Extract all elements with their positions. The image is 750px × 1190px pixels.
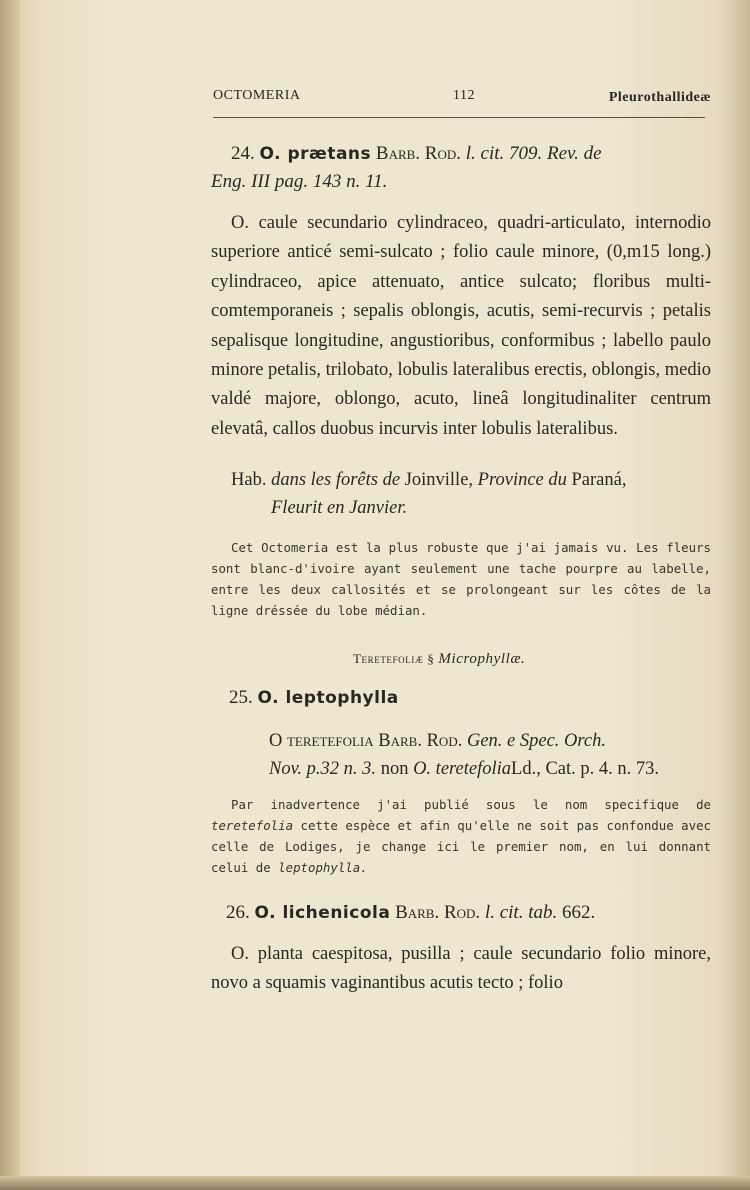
note-text-2: cette espèce et afin qu'elle ne soit pas confondue avec celle de Lodiges, je change ici le premier nom, en lui donnant celui de: [211, 818, 711, 875]
note-term-2: leptophylla.: [278, 860, 368, 875]
entry-number: 24.: [231, 143, 255, 164]
entry-26-heading: [211, 899, 711, 927]
synonym-other: O. teretefolia: [413, 759, 512, 779]
entry-24-habitat: [231, 466, 750, 522]
synonym-reference: Gen. e Spec. Orch.: [466, 731, 606, 751]
habitat-text-2: Province du: [477, 470, 567, 490]
section-heading: [353, 651, 525, 668]
synonym-non: non: [380, 759, 409, 779]
page-number: 112: [453, 88, 475, 103]
running-head: [213, 88, 711, 108]
species-name: O. lichenicola: [254, 903, 391, 923]
entry-24-note: Cet Octomeria est la plus robuste que j'ai jamais vu. Les fleurs sont blanc-d'ivoire ayant seulement une tache pourpre au labelle, entre les deux callosités et se prolongeant sur les côtes de la ligne dréssée du lobe médian.: [211, 540, 711, 618]
entry-25-note: [211, 794, 711, 878]
author: Barb. Rod.: [395, 902, 481, 923]
page-bottom-edge: [0, 1176, 750, 1190]
species-name: O. prætans: [259, 144, 372, 164]
synonym-prefix: O teretefolia: [269, 731, 374, 751]
page-gutter: [0, 0, 20, 1190]
reference-cont: Eng. III pag. 143 n. 11.: [211, 171, 388, 192]
habitat-province: Paraná,: [571, 470, 627, 490]
plate-number: 662.: [561, 902, 596, 923]
reference: l. cit. 709. Rev. de: [465, 143, 602, 164]
entry-24-description: O. caule secundario cylindraceo, quadri-articulato, internodio superiore anticé semi-sulcato ; folio caule minore, (0,m15 long.) cylindraceo, apice attenuato, antice sulcato; floribus multi-comtemporaneis ; sepalis oblongis, acutis, semi-recurvis ; petalis sepalisque longitudine, angustioribus, conformibus ; labello paulo minore petalis, trilobato, lobulis lateralibus erectis, oblongis, medio valdé majore, oblongo, acuto, lineâ longitudinaliter centrum elevatâ, callos duobus incurvis inter lobulis lateralibus.: [211, 213, 711, 439]
synonym-reference-cont: Nov. p.32 n. 3.: [269, 759, 377, 779]
synonym-author: Barb. Rod.: [378, 731, 463, 751]
synonym-rest: Ld., Cat. p. 4. n. 73.: [511, 759, 660, 779]
author: Barb. Rod.: [375, 143, 461, 164]
running-head-tribe: Pleurothallideæ: [608, 90, 711, 105]
entry-25-heading: [211, 684, 711, 712]
entry-25-synonym: [229, 727, 750, 783]
header-rule: [213, 117, 705, 118]
note-text: Par inadvertence j'ai publié sous le nom specifique de: [231, 797, 711, 812]
entry-26-description: O. planta caespitosa, pusilla ; caule secundario folio minore, novo a squamis vaginantibus acutis tecto ; folio: [211, 944, 711, 994]
section-name: Microphyllæ.: [438, 651, 526, 667]
reference: l. cit. tab.: [484, 902, 558, 923]
species-name: O. leptophylla: [257, 688, 399, 708]
entry-24-heading: [211, 140, 711, 196]
running-head-genus: OCTOMERIA: [213, 88, 301, 103]
entry-number: 25.: [229, 687, 253, 708]
entry-number: 26.: [226, 902, 250, 923]
flowering-time: Fleurit en Janvier.: [271, 498, 408, 518]
habitat-text: dans les forêts de: [271, 470, 401, 490]
section-label: Teretefoliæ §: [353, 651, 435, 666]
note-term: teretefolia: [211, 818, 294, 833]
habitat-label: Hab.: [231, 470, 267, 490]
habitat-place: Joinville,: [404, 470, 474, 490]
